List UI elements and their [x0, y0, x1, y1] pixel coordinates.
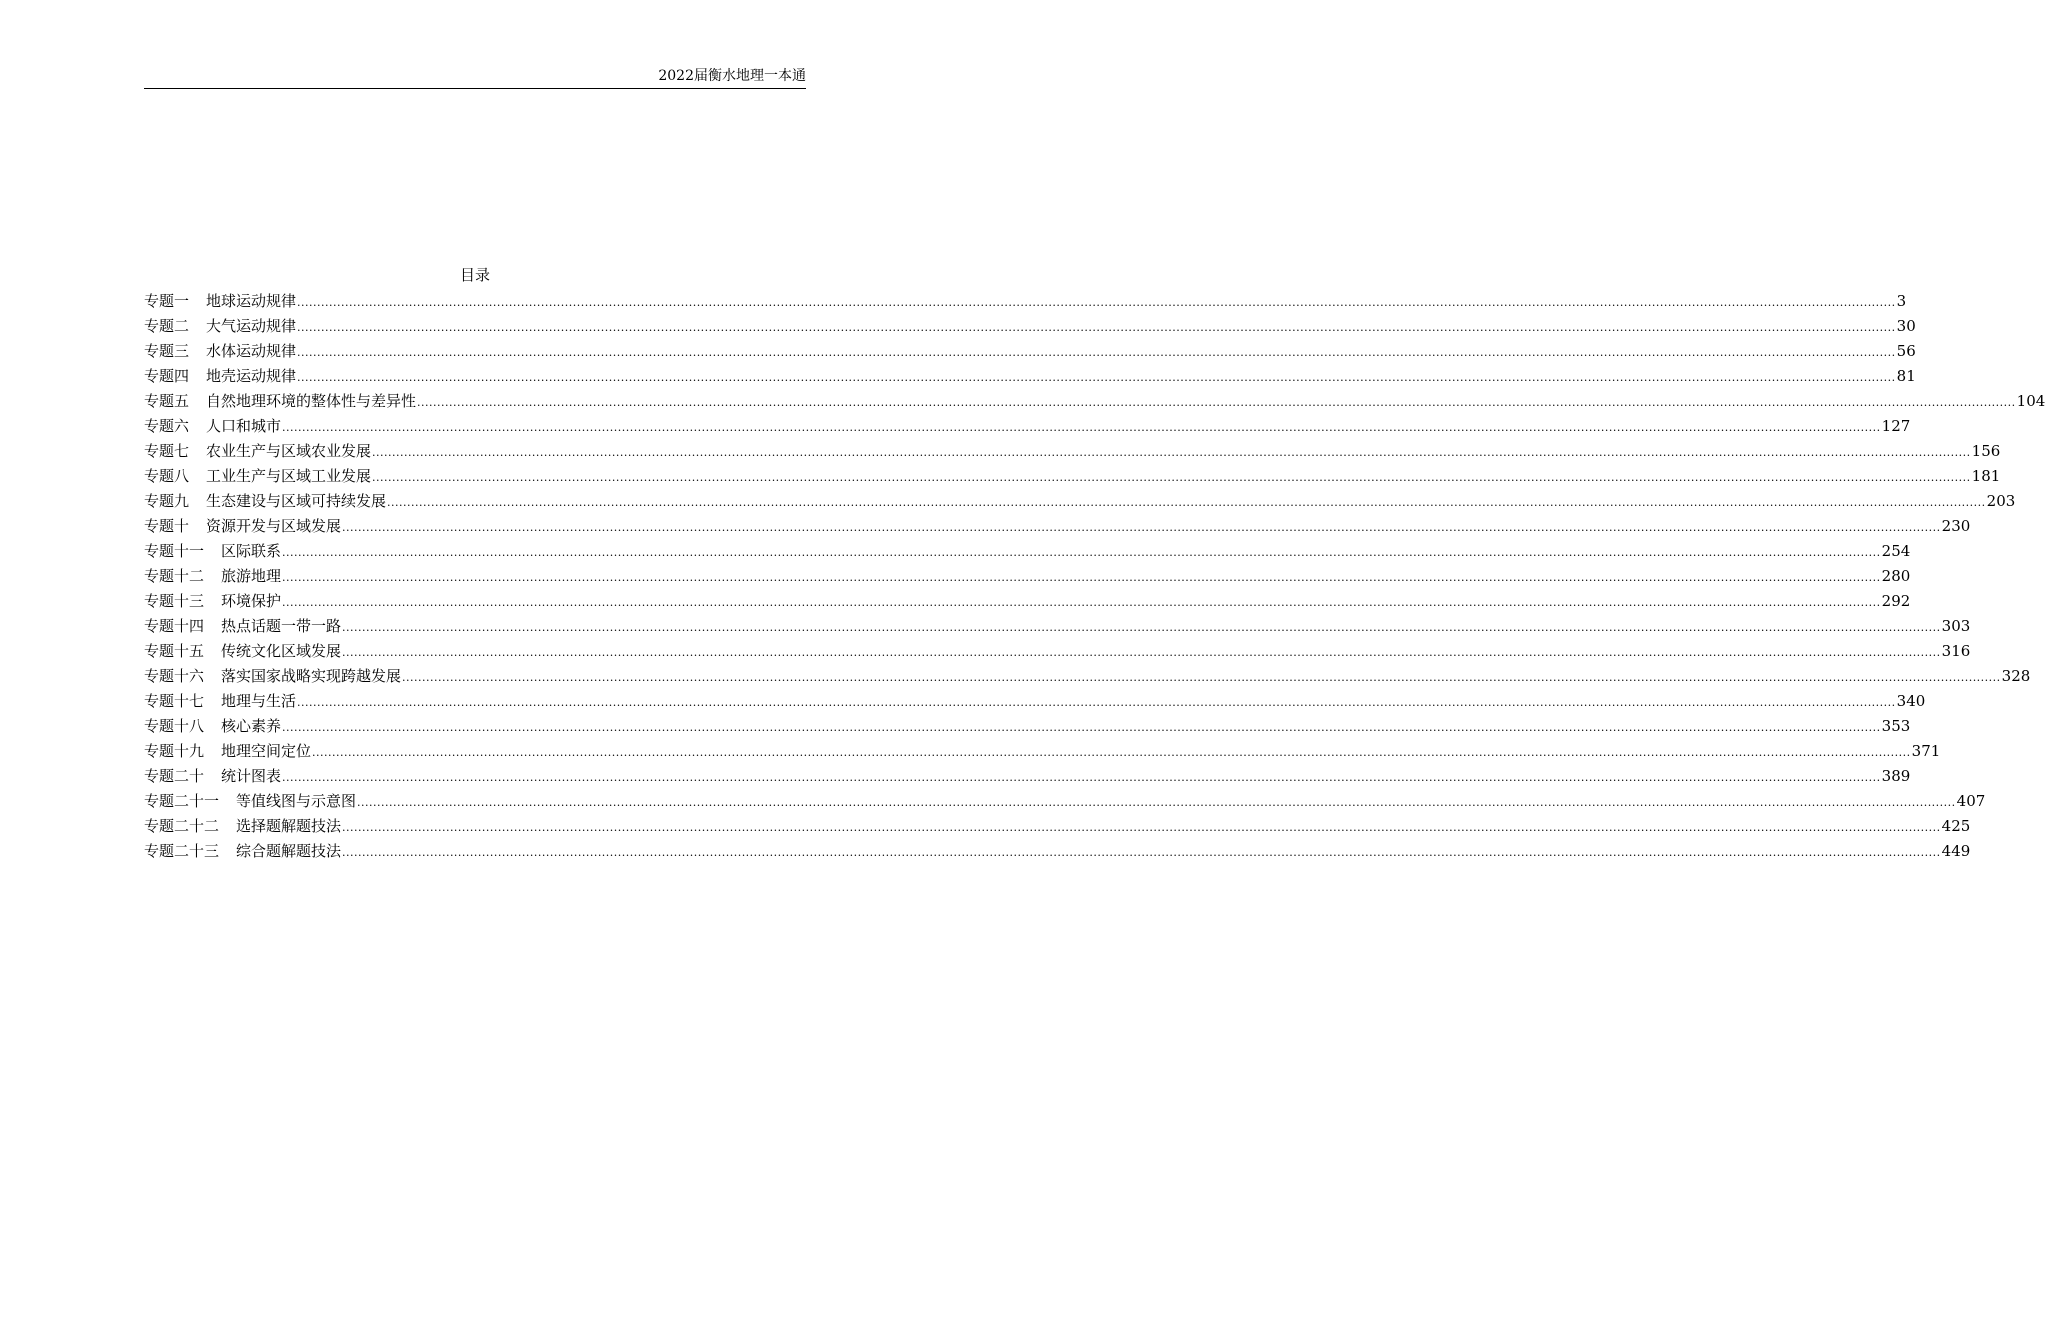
toc-entry-page-number: 292	[1881, 592, 1911, 610]
toc-dot-leader: ................................................................................................................................................................................................................................................................................................................................................................................................................	[387, 496, 1986, 509]
toc-entry-prefix: 专题二	[144, 317, 190, 335]
toc-entry[interactable]	[144, 439, 2001, 464]
toc-entry-prefix: 专题六	[144, 417, 190, 435]
toc-entry-title: 地壳运动规律	[206, 367, 297, 385]
toc-entry[interactable]	[144, 589, 1911, 614]
toc-entry[interactable]	[144, 714, 1911, 739]
toc-dot-leader: ................................................................................................................................................................................................................................................................................................................................................................................................................	[342, 521, 1941, 534]
toc-entry[interactable]	[144, 489, 2016, 514]
toc-entry-title: 综合题解题技法	[236, 842, 342, 860]
toc-dot-leader: ................................................................................................................................................................................................................................................................................................................................................................................................................	[282, 721, 1881, 734]
toc-dot-leader: ................................................................................................................................................................................................................................................................................................................................................................................................................	[282, 771, 1881, 784]
toc-entry[interactable]	[144, 539, 1911, 564]
toc-entry-prefix: 专题十九	[144, 742, 205, 760]
toc-entry-prefix: 专题七	[144, 442, 190, 460]
toc-entry-prefix: 专题十四	[144, 617, 205, 635]
toc-entry[interactable]	[144, 464, 2001, 489]
toc-entry-prefix: 专题二十	[144, 767, 205, 785]
toc-entry-page-number: 104	[2016, 392, 2045, 410]
toc-entry[interactable]	[144, 664, 2031, 689]
toc-entry-prefix: 专题一	[144, 292, 190, 310]
toc-entry-prefix: 专题八	[144, 467, 190, 485]
toc-dot-leader: ................................................................................................................................................................................................................................................................................................................................................................................................................	[357, 796, 1956, 809]
toc-entry-title: 地理与生活	[221, 692, 297, 710]
toc-entry[interactable]	[144, 789, 1986, 814]
toc-entry-page-number: 389	[1881, 767, 1911, 785]
toc-entry-prefix: 专题二十三	[144, 842, 220, 860]
toc-entry[interactable]	[144, 764, 1911, 789]
toc-entry-page-number: 371	[1911, 742, 1941, 760]
toc-dot-leader: ................................................................................................................................................................................................................................................................................................................................................................................................................	[282, 596, 1881, 609]
toc-entry[interactable]	[144, 414, 1911, 439]
toc-entry-prefix: 专题十三	[144, 592, 205, 610]
header-rule	[144, 88, 806, 89]
toc-entry-page-number: 30	[1896, 317, 1916, 335]
toc-entry-page-number: 127	[1881, 417, 1911, 435]
toc-dot-leader: ................................................................................................................................................................................................................................................................................................................................................................................................................	[312, 746, 1911, 759]
toc-entry-page-number: 230	[1941, 517, 1971, 535]
toc-entry-page-number: 81	[1896, 367, 1916, 385]
toc-entry[interactable]	[144, 389, 2045, 414]
toc-entry-prefix: 专题九	[144, 492, 190, 510]
toc-entry-title: 工业生产与区域工业发展	[206, 467, 372, 485]
toc-entry-page-number: 181	[1971, 467, 2001, 485]
toc-entry-page-number: 328	[2001, 667, 2031, 685]
toc-dot-leader: ................................................................................................................................................................................................................................................................................................................................................................................................................	[342, 846, 1941, 859]
toc-entry-title: 地理空间定位	[221, 742, 312, 760]
toc-entry-page-number: 156	[1971, 442, 2001, 460]
toc-entry-page-number: 56	[1896, 342, 1916, 360]
toc-entry-prefix: 专题十七	[144, 692, 205, 710]
toc-dot-leader: ................................................................................................................................................................................................................................................................................................................................................................................................................	[297, 346, 1896, 359]
toc-dot-leader: ................................................................................................................................................................................................................................................................................................................................................................................................................	[372, 446, 1971, 459]
toc-dot-leader: ................................................................................................................................................................................................................................................................................................................................................................................................................	[282, 421, 1881, 434]
toc-entry-title: 水体运动规律	[206, 342, 297, 360]
toc-dot-leader: ................................................................................................................................................................................................................................................................................................................................................................................................................	[282, 546, 1881, 559]
toc-entry[interactable]	[144, 839, 1971, 864]
toc-entry[interactable]	[144, 639, 1971, 664]
toc-entry-page-number: 449	[1941, 842, 1971, 860]
toc-entry-title: 大气运动规律	[206, 317, 297, 335]
toc-entry-prefix: 专题十	[144, 517, 190, 535]
toc-entry-title: 区际联系	[221, 542, 282, 560]
toc-entry[interactable]	[144, 614, 1971, 639]
toc-entry-title: 农业生产与区域农业发展	[206, 442, 372, 460]
toc-dot-leader: ................................................................................................................................................................................................................................................................................................................................................................................................................	[342, 821, 1941, 834]
toc-entry-prefix: 专题二十二	[144, 817, 220, 835]
toc-entry-title: 等值线图与示意图	[236, 792, 357, 810]
toc-entry[interactable]	[144, 739, 1941, 764]
toc-entry-page-number: 316	[1941, 642, 1971, 660]
toc-entry-title: 选择题解题技法	[236, 817, 342, 835]
toc-entry[interactable]	[144, 364, 1916, 389]
toc-entry-prefix: 专题四	[144, 367, 190, 385]
toc-entry[interactable]	[144, 339, 1916, 364]
toc-entry[interactable]	[144, 514, 1971, 539]
toc-dot-leader: ................................................................................................................................................................................................................................................................................................................................................................................................................	[282, 571, 1881, 584]
toc-entry-prefix: 专题十六	[144, 667, 205, 685]
toc-dot-leader: ................................................................................................................................................................................................................................................................................................................................................................................................................	[372, 471, 1971, 484]
toc-entry-prefix: 专题十一	[144, 542, 205, 560]
toc-title: 目录	[459, 266, 490, 284]
toc-dot-leader: ................................................................................................................................................................................................................................................................................................................................................................................................................	[342, 646, 1941, 659]
toc-entry-page-number: 353	[1881, 717, 1911, 735]
toc-entry[interactable]	[144, 689, 1926, 714]
toc-entry-prefix: 专题十二	[144, 567, 205, 585]
toc-entry-title: 核心素养	[221, 717, 282, 735]
toc-dot-leader: ................................................................................................................................................................................................................................................................................................................................................................................................................	[402, 671, 2001, 684]
toc-entry-title: 落实国家战略实现跨越发展	[221, 667, 402, 685]
toc-entry-page-number: 254	[1881, 542, 1911, 560]
toc-entry-title: 人口和城市	[206, 417, 282, 435]
toc-entry-prefix: 专题十五	[144, 642, 205, 660]
toc-entry-title: 环境保护	[221, 592, 282, 610]
toc-entry[interactable]	[144, 289, 1907, 314]
toc-entry-title: 自然地理环境的整体性与差异性	[206, 392, 417, 410]
toc-entry-title: 生态建设与区域可持续发展	[206, 492, 387, 510]
toc-entry-prefix: 专题五	[144, 392, 190, 410]
toc-entry-page-number: 280	[1881, 567, 1911, 585]
toc-dot-leader: ................................................................................................................................................................................................................................................................................................................................................................................................................	[297, 696, 1896, 709]
toc-dot-leader: ................................................................................................................................................................................................................................................................................................................................................................................................................	[342, 621, 1941, 634]
toc-entry-prefix: 专题二十一	[144, 792, 220, 810]
table-of-contents	[144, 289, 2045, 864]
toc-entry-title: 传统文化区域发展	[221, 642, 342, 660]
toc-entry-page-number: 303	[1941, 617, 1971, 635]
toc-entry-title: 旅游地理	[221, 567, 282, 585]
toc-entry-prefix: 专题三	[144, 342, 190, 360]
toc-entry-prefix: 专题十八	[144, 717, 205, 735]
toc-entry-page-number: 203	[1986, 492, 2016, 510]
toc-entry-page-number: 425	[1941, 817, 1971, 835]
toc-entry[interactable]	[144, 314, 1916, 339]
toc-entry-page-number: 340	[1896, 692, 1926, 710]
toc-dot-leader: ................................................................................................................................................................................................................................................................................................................................................................................................................	[297, 321, 1896, 334]
toc-dot-leader: ................................................................................................................................................................................................................................................................................................................................................................................................................	[297, 296, 1896, 309]
toc-entry[interactable]	[144, 814, 1971, 839]
toc-entry-page-number: 3	[1896, 292, 1907, 310]
toc-entry-title: 热点话题一带一路	[221, 617, 342, 635]
toc-entry[interactable]	[144, 564, 1911, 589]
toc-entry-title: 资源开发与区域发展	[206, 517, 342, 535]
running-header: 2022届衡水地理一本通	[658, 68, 806, 84]
toc-entry-title: 统计图表	[221, 767, 282, 785]
toc-dot-leader: ................................................................................................................................................................................................................................................................................................................................................................................................................	[297, 371, 1896, 384]
toc-entry-page-number: 407	[1956, 792, 1986, 810]
toc-dot-leader: ................................................................................................................................................................................................................................................................................................................................................................................................................	[417, 396, 2016, 409]
toc-entry-title: 地球运动规律	[206, 292, 297, 310]
